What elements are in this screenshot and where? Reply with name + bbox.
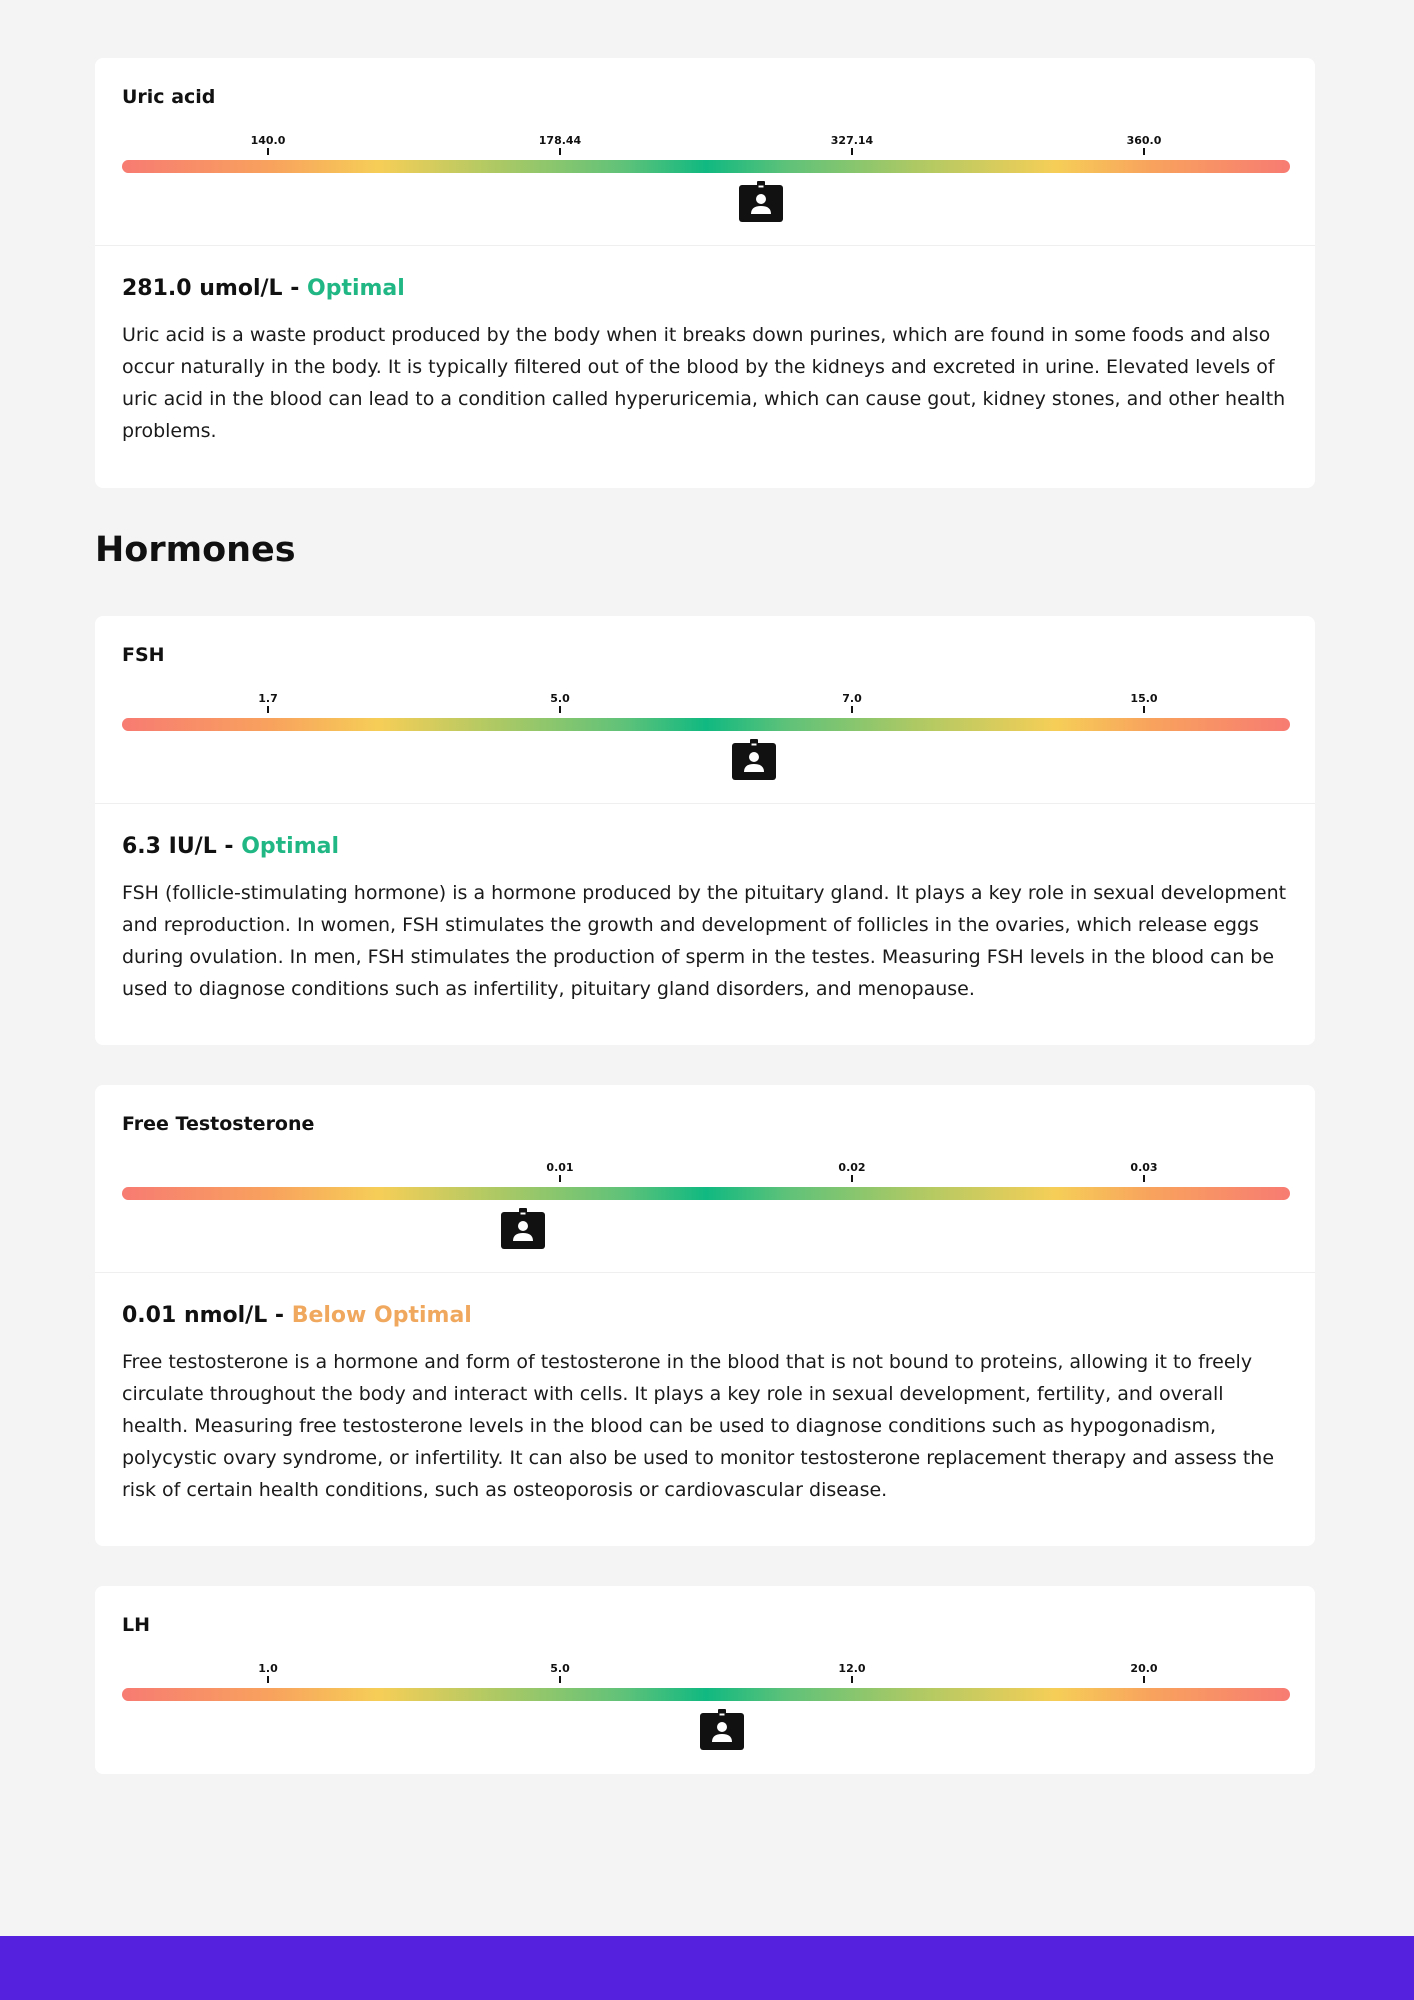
range-gauge [122, 58, 1290, 158]
range-tick [520, 692, 600, 713]
range-tick [1104, 1161, 1184, 1182]
free-testosterone-card [95, 1085, 1315, 1546]
result-line [122, 1303, 472, 1328]
range-tick-label: 1.0 [258, 1662, 278, 1675]
lh-card [95, 1586, 1315, 1774]
biomarker-description: Uric acid is a waste product produced by the body when it breaks down purines, which are found in some foods and also occur naturally in the body. It is typically filtered out of the blood by the kidneys and excreted in urine. Elevated levels of uric acid in the blood can lead to a condition called hyperuricemia, which can cause gout, kidney stones, and other health problems. [122, 324, 1286, 442]
status-label: Optimal [241, 834, 340, 859]
range-tick [520, 1161, 600, 1182]
range-tick-label: 12.0 [838, 1662, 866, 1675]
range-tick-label: 140.0 [250, 134, 286, 147]
range-tick [1104, 692, 1184, 713]
range-tick [812, 692, 892, 713]
section-title-hormones: Hormones [95, 530, 296, 570]
result-separator: - [282, 276, 307, 301]
result-value: 281.0 umol/L [122, 276, 283, 301]
range-tick-label: 0.01 [546, 1161, 574, 1174]
person-badge-icon [739, 181, 783, 222]
status-label: Optimal [307, 276, 405, 301]
range-bar [122, 718, 1290, 731]
result-value: 6.3 IU/L [122, 834, 217, 859]
result-separator: - [267, 1303, 292, 1328]
range-tick [520, 1662, 600, 1683]
range-tick [1104, 134, 1184, 155]
biomarker-name: LH [122, 1614, 151, 1636]
range-tick [812, 1662, 892, 1683]
range-tick [1104, 1662, 1184, 1683]
footer-bar [0, 1936, 1414, 2000]
biomarker-description: FSH (follicle-stimulating hormone) is a hormone produced by the pituitary gland. It plays a key role in sexual development and reproduction. In women, FSH stimulates the growth and development of follicles in the ovaries, which release eggs during ovulation. In men, FSH stimulates the production of sperm in the testes. Measuring FSH levels in the blood can be used to diagnose conditions such as infertility, pituitary gland disorders, and menopause. [122, 882, 1287, 1000]
range-tick-label: 5.0 [550, 1662, 570, 1675]
range-gauge [122, 1586, 1290, 1686]
range-tick-label: 0.02 [838, 1161, 866, 1174]
range-gauge [122, 616, 1290, 716]
result-value: 0.01 nmol/L [122, 1303, 268, 1328]
result-separator: - [216, 834, 242, 859]
range-tick-label: 360.0 [1126, 134, 1162, 147]
range-tick-label: 327.14 [830, 134, 874, 147]
range-tick-label: 7.0 [842, 692, 862, 705]
fsh-card [95, 616, 1315, 1045]
range-tick-label: 5.0 [550, 692, 570, 705]
person-badge-icon [700, 1709, 744, 1750]
range-gauge [122, 1085, 1290, 1185]
range-tick [812, 134, 892, 155]
result-line [122, 276, 405, 301]
range-tick [812, 1161, 892, 1182]
range-tick-label: 15.0 [1130, 692, 1158, 705]
biomarker-name: Uric acid [122, 86, 216, 108]
result-line [122, 834, 339, 859]
status-label: Below Optimal [291, 1303, 472, 1328]
range-bar [122, 1187, 1290, 1200]
range-tick-label: 0.03 [1130, 1161, 1158, 1174]
range-tick [520, 134, 600, 155]
uric-acid-card [95, 58, 1315, 488]
range-bar [122, 160, 1290, 173]
range-tick [228, 692, 308, 713]
biomarker-name: FSH [122, 644, 165, 666]
person-badge-icon [501, 1208, 545, 1249]
range-tick-label: 20.0 [1130, 1662, 1158, 1675]
range-tick [228, 1662, 308, 1683]
range-tick-label: 1.7 [258, 692, 278, 705]
biomarker-name: Free Testosterone [122, 1113, 315, 1135]
biomarker-description: Free testosterone is a hormone and form of testosterone in the blood that is not bound to proteins, allowing it to freely circulate throughout the body and interact with cells. It plays a key role in sexual development, fertility, and overall health. Measuring free testosterone levels in the blood can be used to diagnose conditions such as hypogonadism, polycystic ovary syndrome, or infertility. It can also be used to monitor testosterone replacement therapy and assess the risk of certain health conditions, such as osteoporosis or cardiovascular disease. [122, 1351, 1275, 1501]
person-badge-icon [732, 739, 776, 780]
range-tick-label: 178.44 [538, 134, 582, 147]
range-bar [122, 1688, 1290, 1701]
range-tick [228, 134, 308, 155]
